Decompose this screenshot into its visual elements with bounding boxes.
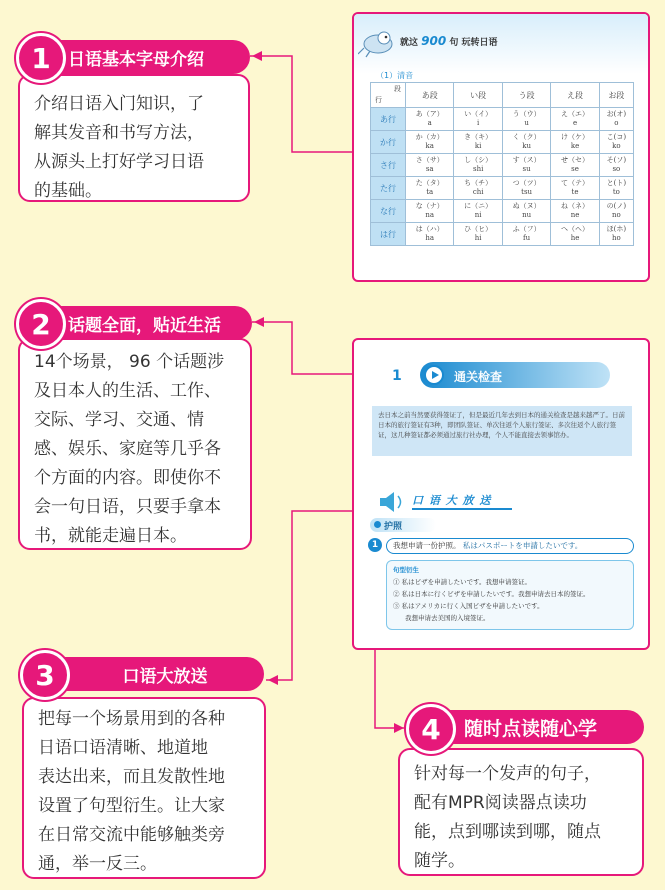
kana-cell [406,200,454,223]
romaji: ka [425,142,434,150]
oral-banner: 口 语 大 放 送 [412,494,492,507]
feature-2-line: 个方面的内容。即使你不 [34,468,221,488]
kana-cell [551,200,599,223]
romaji: ku [522,142,531,150]
feature-1-line: 从源头上打好学习日语 [34,152,204,172]
pattern-line: ③ 私はアメリカに行く入国ビザを申請したいです。 [393,602,544,610]
feature-2-line: 会一句日语，只要手拿本 [34,497,221,517]
feature-2-number-badge: 2 [16,299,66,349]
kana: ほ(ホ) [606,225,627,233]
corner-label-dan: 段 [394,85,401,93]
romaji: no [612,211,621,219]
table-row [371,177,634,200]
romaji: e [572,119,578,127]
romaji: so [612,165,621,173]
feature-1-number-badge: 1 [16,33,66,83]
kana: そ(ソ) [606,156,627,164]
row-header: あ行 [371,108,406,131]
column-header: う段 [502,83,550,108]
header-title-number: 900 [421,34,447,48]
kana: さ（サ） [415,156,444,164]
feature-3-line: 在日常交流中能够触类旁 [38,825,225,845]
kana-cell [551,177,599,200]
kana: う（ウ） [512,110,541,118]
kana-cell [502,177,550,200]
kana: け（ケ） [561,133,590,141]
romaji: ko [612,142,621,150]
pattern-box [386,560,634,630]
feature-4-title-text: 随时点读随心学 [464,717,598,740]
kana-cell [454,177,502,200]
romaji: te [571,188,579,196]
romaji: tsu [521,188,533,196]
page-thumbnail-kana-table [352,12,650,282]
lesson-title-bar [420,362,610,388]
play-icon [424,365,444,385]
row-header: か行 [371,131,406,154]
kana: ぬ（ヌ） [512,202,541,210]
romaji: u [524,119,529,127]
feature-4-line: 能，点到哪读到哪，随点 [414,822,601,842]
romaji: o [614,119,619,127]
table-row [371,108,634,131]
row-header: さ行 [371,154,406,177]
romaji: ki [474,142,482,150]
row-header: な行 [371,200,406,223]
kana: ひ（ヒ） [464,225,493,233]
kana: と(ト) [606,179,627,187]
feature-2-line: 及日本人的生活、工作、 [34,381,221,401]
kana-cell [406,108,454,131]
romaji: i [477,119,480,127]
feature-1-title-text: 日语基本字母介绍 [68,49,204,70]
kana-cell [406,154,454,177]
topic-bullet-icon [374,521,381,528]
feature-4-line: 配有MPR阅读器点读功 [414,793,587,813]
feature-2-line: 14个场景， 96 个话题涉 [34,352,225,372]
kana: は（ハ） [415,225,444,233]
kana-cell [406,131,454,154]
romaji: chi [472,188,484,196]
feature-1-line: 介绍日语入门知识，了 [34,94,204,114]
kana: つ（ツ） [512,179,541,187]
kana-table [370,82,634,246]
column-header: い段 [454,83,502,108]
kana: し（シ） [464,156,493,164]
table-row [371,154,634,177]
arrowhead-3 [268,675,278,685]
kana: あ（ア） [415,110,444,118]
feature-3-number-badge: 3 [20,650,70,700]
header-title-part: 句 玩转日语 [449,38,498,48]
feature-2-line: 感、娱乐、家庭等几乎各 [34,439,221,459]
topic-tag [370,518,436,532]
kana: こ(コ) [606,133,627,141]
feature-3-line: 设置了句型衍生。让大家 [38,796,225,816]
table-row [371,131,634,154]
kana-cell [502,108,550,131]
romaji: ha [425,234,435,242]
pattern-line: 我想申请去美国的入境签证。 [405,614,490,622]
topic-label: 护照 [384,522,403,532]
romaji: ni [474,211,482,219]
feature-3-line: 表达出来，而且发散性地 [38,767,225,787]
kana: く（ク） [512,133,541,141]
kana-cell [599,154,633,177]
kana: へ（ヘ） [561,225,590,233]
kana: た（タ） [415,179,444,187]
header-title-part: 就这 [400,38,419,48]
feature-2-line: 书，就能走遍日本。 [34,526,187,546]
feature-3-line: 通，举一反三。 [38,854,157,874]
kana-cell [502,131,550,154]
romaji: shi [472,165,484,173]
romaji: ho [612,234,621,242]
lesson-number: 1 [392,368,402,384]
arrowhead-2 [254,317,264,327]
kana-cell [454,154,502,177]
lesson-title: 通关检查 [454,370,503,384]
row-header: は行 [371,223,406,246]
feature-3-line: 把每一个场景用到的各种 [38,709,225,729]
kana: お(オ) [606,110,627,118]
speaker-icon [376,488,406,516]
banner-underline [412,508,512,510]
feature-2-line: 交际、学习、交通、情 [34,410,204,430]
kana-cell [454,131,502,154]
row-header: た行 [371,177,406,200]
romaji: to [612,188,620,196]
kana-cell [551,131,599,154]
kana-cell [599,131,633,154]
kana: ね（ネ） [561,202,590,210]
column-header: お段 [599,83,633,108]
table-row [371,200,634,223]
kana: て（テ） [561,179,590,187]
romaji: sa [425,165,434,173]
feature-2-title-text: 话题全面，贴近生活 [68,315,221,336]
table-corner-cell [371,83,406,108]
column-header: あ段 [406,83,454,108]
kana: い（イ） [464,110,493,118]
kana-cell [406,223,454,246]
kana: ふ（フ） [512,225,541,233]
table-row [371,223,634,246]
feature-4-number-badge: 4 [406,704,456,754]
kana: な（ナ） [415,202,444,210]
feature-1-line: 解其发音和书写方法， [34,123,204,143]
kana: す（ス） [512,156,541,164]
kana-cell [502,200,550,223]
kana: え（エ） [561,110,590,118]
kana: ち（チ） [464,179,493,187]
kana: せ（セ） [561,156,590,164]
connector-1 [250,56,368,152]
kana-cell [454,108,502,131]
pattern-line: ① 私はビザを申請したいです。我想申请签证。 [393,578,532,586]
kana-cell [551,223,599,246]
kana: き（キ） [464,133,493,141]
romaji: ke [570,142,580,150]
arrowhead-4 [394,723,404,733]
kana: に（ニ） [464,202,493,210]
feature-4-line: 随学。 [414,851,465,871]
feature-3-line: 日语口语清晰、地道地 [38,738,208,758]
romaji: ne [570,211,580,219]
romaji: hi [474,234,482,242]
page-thumbnail-lesson [352,338,650,650]
section-label: （1）清音 [376,71,414,80]
kana-cell [551,154,599,177]
lesson-intro: 去日本之前当然要获得签证了，但是最近几年去到日本的通关检查是越来越严了。日前日本的旅行签证有3种，即团队签证、单次往返个人旅行签证、多次往返个人旅行签证，这几种签证都必须通过旅行社办理，个人不能直接去领事馆办。 [372,406,632,456]
romaji: na [425,211,435,219]
feature-1-line: 的基础。 [34,181,102,201]
page-header-title [400,34,498,48]
column-header: え段 [551,83,599,108]
mascot-icon [358,24,398,58]
kana-cell [454,200,502,223]
kana-cell [454,223,502,246]
romaji: ta [426,188,434,196]
sentence-chinese: 我想申请一份护照。 [393,541,461,550]
romaji: fu [523,234,531,242]
romaji: he [570,234,580,242]
pattern-title: 句型衍生 [393,566,419,574]
kana-cell [599,223,633,246]
page-header-band [354,14,648,74]
sentence-bar [386,538,634,554]
sentence-number: 1 [368,538,382,552]
kana-cell [551,108,599,131]
kana: の(ノ) [606,202,627,210]
kana-cell [502,223,550,246]
romaji: su [522,165,531,173]
arrowhead-1 [252,51,262,61]
feature-3-title-text: 口语大放送 [122,666,208,687]
kana-cell [599,177,633,200]
kana: か（カ） [415,133,444,141]
romaji: a [427,119,432,127]
sentence-japanese: 私はパスポートを申請したいです。 [462,541,583,550]
kana-cell [599,200,633,223]
pattern-line: ② 私は日本に行くビザを申請したいです。我想申请去日本的签证。 [393,590,590,598]
feature-4-line: 针对每一个发声的句子， [414,764,601,784]
kana-cell [502,154,550,177]
kana-cell [406,177,454,200]
kana-cell [599,108,633,131]
romaji: nu [522,211,532,219]
corner-label-gyou: 行 [375,96,382,104]
romaji: se [571,165,579,173]
